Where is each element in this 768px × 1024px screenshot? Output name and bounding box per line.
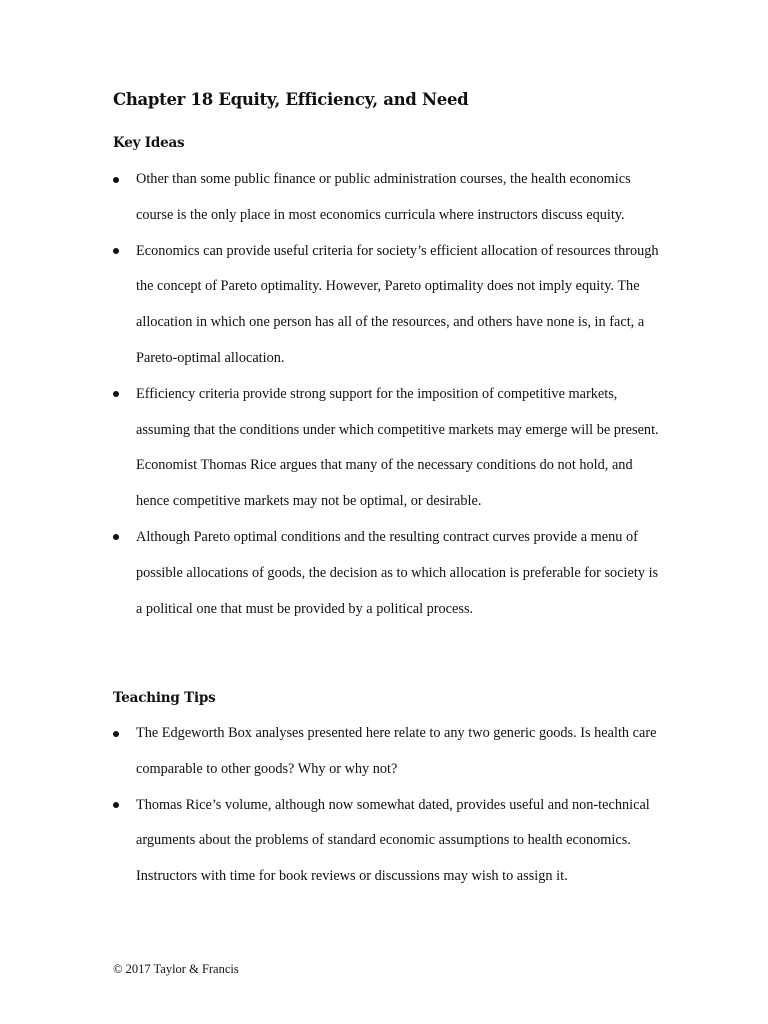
bullet-text: Efficiency criteria provide strong support for the imposition of competitive markets, assuming that the conditions under which competitive markets may emerge will be present. Economist Thomas Rice argues that many of the necessary conditions do not hold, and hence competitive markets may not be optimal, or desirable. — [136, 385, 659, 510]
bullet-text: Economics can provide useful criteria for society’s efficient allocation of resources through the concept of Pareto optimality. However, Pareto optimality does not imply equity. The allocation in which one person has all of the resources, and others have none is, in fact, a Pareto-optimal allocation. — [136, 242, 659, 366]
teaching-tips-list — [113, 716, 663, 895]
bullet-icon — [113, 802, 119, 808]
copyright-footer: © 2017 Taylor & Francis — [113, 962, 239, 976]
list-item — [113, 520, 663, 627]
list-item — [113, 162, 663, 234]
bullet-text: Thomas Rice’s volume, although now somewhat dated, provides useful and non-technical arguments about the problems of standard economic assumptions to health economics. Instructors with time for book reviews or discussions may wish to assign it. — [136, 796, 650, 885]
list-item — [113, 234, 663, 377]
bullet-text: Other than some public finance or public administration courses, the health economics course is the only place in most economics curricula where instructors discuss equity. — [136, 171, 631, 223]
bullet-icon — [113, 731, 119, 737]
bullet-icon — [113, 248, 119, 254]
list-item — [113, 788, 663, 895]
bullet-icon — [113, 534, 119, 540]
bullet-icon — [113, 177, 119, 183]
bullet-icon — [113, 391, 119, 397]
chapter-title: Chapter 18 Equity, Efficiency, and Need — [113, 90, 469, 109]
list-item — [113, 377, 663, 520]
key-ideas-list — [113, 162, 663, 627]
list-item — [113, 716, 663, 788]
bullet-text: Although Pareto optimal conditions and the resulting contract curves provide a menu of possible allocations of goods, the decision as to which allocation is preferable for society is a political one that must be provided by a political process. — [136, 528, 659, 617]
teaching-tips-heading: Teaching Tips — [113, 690, 216, 706]
key-ideas-heading: Key Ideas — [113, 135, 185, 151]
bullet-text: The Edgeworth Box analyses presented here relate to any two generic goods. Is health care comparable to other goods? Why or why not? — [136, 725, 657, 777]
